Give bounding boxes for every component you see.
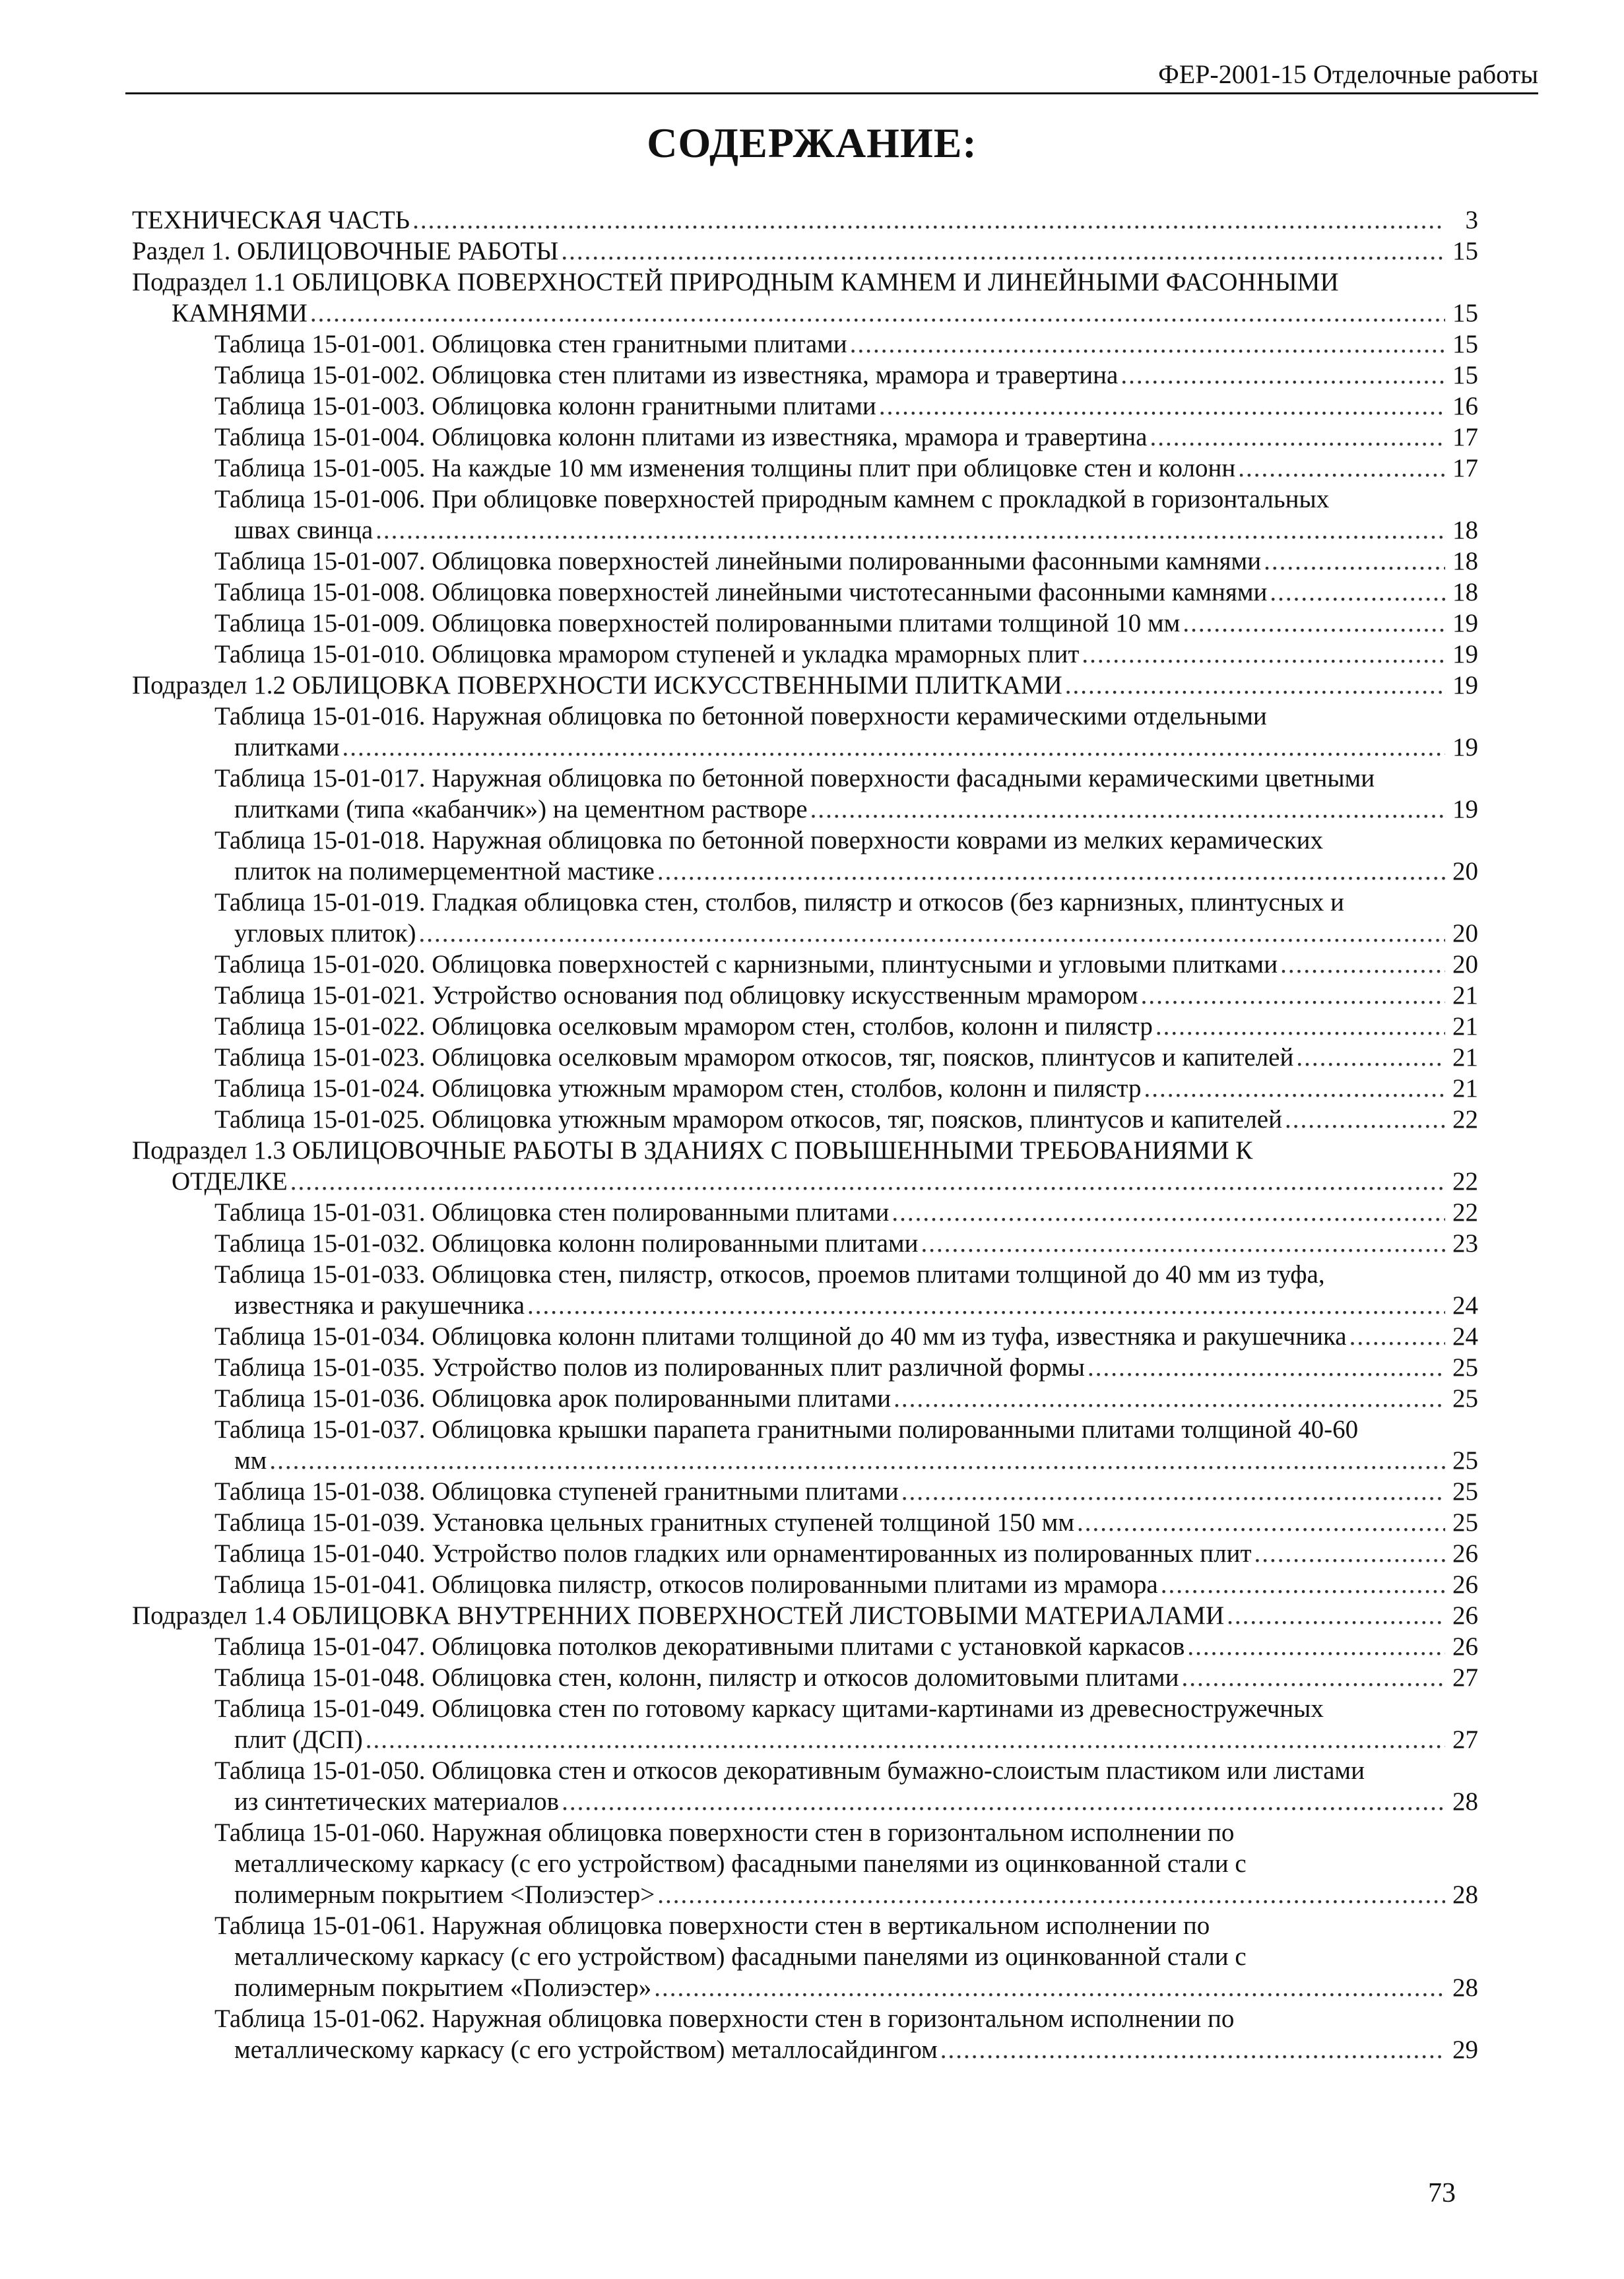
dot-leader — [1088, 1352, 1445, 1383]
toc-entry-page: 17 — [1452, 423, 1478, 451]
toc-entry[interactable] — [132, 1662, 1478, 1693]
toc-entry-page: 19 — [1452, 640, 1478, 668]
dot-leader — [879, 391, 1445, 422]
toc-entry-page: 19 — [1452, 795, 1478, 823]
toc-entry-page: 19 — [1452, 609, 1478, 637]
toc-entry-text: Таблица 15-01-006. При облицовке поверхностей природным камнем с прокладкой в горизонтальных — [214, 485, 1330, 513]
toc-entry[interactable] — [132, 236, 1478, 267]
toc-entry-text: плитками — [234, 733, 340, 761]
toc-entry-page: 18 — [1452, 547, 1478, 575]
toc-entry-page: 22 — [1452, 1198, 1478, 1227]
toc-entry[interactable] — [132, 763, 1478, 825]
toc-entry[interactable] — [132, 980, 1478, 1011]
toc-entry-text: Таблица 15-01-017. Наружная облицовка по бетонной поверхности фасадными керамическими цветными — [214, 764, 1375, 792]
dot-leader — [1254, 1538, 1445, 1569]
toc-entry-page: 15 — [1452, 237, 1478, 265]
toc-entry-text: металлическому каркасу (с его устройством) металлосайдингом — [234, 2036, 938, 2064]
toc-entry[interactable] — [132, 546, 1478, 577]
toc-entry[interactable] — [132, 422, 1478, 453]
toc-entry[interactable] — [132, 1197, 1478, 1228]
dot-leader — [901, 1476, 1445, 1507]
toc-entry[interactable] — [132, 484, 1478, 546]
toc-entry-text: Таблица 15-01-018. Наружная облицовка по бетонной поверхности коврами из мелких керамических — [214, 826, 1323, 854]
toc-entry-text: Подраздел 1.3 ОБЛИЦОВОЧНЫЕ РАБОТЫ В ЗДАНИЯХ С ПОВЫШЕННЫМИ ТРЕБОВАНИЯМИ К — [132, 1136, 1253, 1165]
toc-entry-page: 18 — [1452, 578, 1478, 606]
page-title: СОДЕРЖАНИЕ: — [647, 119, 977, 166]
toc-entry[interactable] — [132, 1569, 1478, 1600]
toc-entry[interactable] — [132, 1414, 1478, 1476]
dot-leader — [342, 732, 1445, 763]
toc-entry-text: из синтетических материалов — [234, 1787, 560, 1816]
toc-entry-text: Таблица 15-01-041. Облицовка пилястр, откосов полированными плитами из мрамора — [214, 1570, 1158, 1599]
dot-leader — [1141, 980, 1445, 1011]
toc-entry-text: полимерным покрытием <Полиэстер> — [234, 1880, 655, 1909]
toc-entry-text: мм — [234, 1446, 267, 1475]
toc-entry[interactable] — [132, 1383, 1478, 1414]
toc-entry[interactable] — [132, 577, 1478, 608]
toc-entry-text: угловых плиток) — [234, 919, 416, 947]
toc-entry-text: Таблица 15-01-032. Облицовка колонн полированными плитами — [214, 1229, 919, 1258]
toc-entry-text: Таблица 15-01-038. Облицовка ступеней гранитными плитами — [214, 1477, 899, 1506]
toc-entry-text: Подраздел 1.4 ОБЛИЦОВКА ВНУТРЕННИХ ПОВЕРХНОСТЕЙ ЛИСТОВЫМИ МАТЕРИАЛАМИ — [132, 1601, 1225, 1630]
toc-entry-page: 15 — [1452, 299, 1478, 327]
toc-entry-page: 24 — [1452, 1291, 1478, 1320]
toc-entry-page: 16 — [1452, 392, 1478, 420]
toc-entry[interactable] — [132, 453, 1478, 484]
toc-entry-text: Таблица 15-01-022. Облицовка оселковым мрамором стен, столбов, колонн и пилястр — [214, 1012, 1153, 1041]
toc-entry[interactable] — [132, 1600, 1478, 1631]
dot-leader — [810, 794, 1445, 825]
toc-entry[interactable] — [132, 949, 1478, 980]
toc-entry-page: 21 — [1452, 1043, 1478, 1072]
toc-entry-text: Таблица 15-01-034. Облицовка колонн плитами толщиной до 40 мм из туфа, известняка и ракушечника — [214, 1322, 1347, 1351]
toc-entry[interactable] — [132, 670, 1478, 701]
toc-entry-text: Таблица 15-01-023. Облицовка оселковым мрамором откосов, тяг, поясков, плинтусов и капителей — [214, 1043, 1294, 1072]
toc-entry-text: Таблица 15-01-025. Облицовка утюжным мрамором откосов, тяг, поясков, плинтусов и капителей — [214, 1105, 1282, 1134]
toc-entry-text: Таблица 15-01-048. Облицовка стен, колонн, пилястр и откосов доломитовыми плитами — [214, 1663, 1179, 1692]
dot-leader — [1082, 639, 1445, 670]
dot-leader — [1144, 1073, 1445, 1104]
toc-entry-page: 22 — [1452, 1167, 1478, 1196]
dot-leader — [1238, 453, 1445, 484]
dot-leader — [654, 1972, 1445, 2003]
toc-entry-page: 24 — [1452, 1322, 1478, 1351]
toc-entry-text: Таблица 15-01-031. Облицовка стен полированными плитами — [214, 1198, 890, 1227]
toc-entry-text: Таблица 15-01-016. Наружная облицовка по бетонной поверхности керамическими отдельными — [214, 702, 1267, 730]
toc-entry-text: Таблица 15-01-062. Наружная облицовка поверхности стен в горизонтальном исполнении по — [214, 2005, 1235, 2033]
toc-entry[interactable] — [132, 1631, 1478, 1662]
toc-entry[interactable] — [132, 1259, 1478, 1321]
dot-leader — [850, 329, 1445, 360]
dot-leader — [1227, 1600, 1445, 1631]
toc-entry[interactable] — [132, 1228, 1478, 1259]
dot-leader — [1121, 360, 1445, 391]
toc-entry-text: Подраздел 1.1 ОБЛИЦОВКА ПОВЕРХНОСТЕЙ ПРИРОДНЫМ КАМНЕМ И ЛИНЕЙНЫМИ ФАСОННЫМИ — [132, 268, 1339, 296]
header-text: ФЕР-2001-15 Отделочные работы — [1158, 59, 1538, 89]
dot-leader — [1065, 670, 1445, 701]
dot-leader — [657, 856, 1445, 887]
toc-entry-page: 26 — [1452, 1632, 1478, 1661]
toc-entry-text: плитками (типа «кабанчик») на цементном растворе — [234, 795, 808, 823]
toc-entry-text: металлическому каркасу (с его устройством) фасадными панелями из оцинкованной стали с — [234, 1849, 1247, 1878]
toc-entry-text: плиток на полимерцементной мастике — [234, 857, 655, 885]
toc-entry-text: Таблица 15-01-050. Облицовка стен и откосов декоративным бумажно-слоистым пластиком или листами — [214, 1756, 1365, 1785]
toc-entry[interactable] — [132, 1817, 1478, 1910]
toc-entry[interactable] — [132, 701, 1478, 763]
toc-entry-page: 27 — [1452, 1725, 1478, 1754]
toc-entry-page: 25 — [1452, 1477, 1478, 1506]
toc-entry[interactable] — [132, 1321, 1478, 1352]
dot-leader — [290, 1166, 1445, 1197]
running-header — [125, 58, 1538, 94]
dot-leader — [310, 298, 1445, 329]
toc-entry[interactable] — [132, 1135, 1478, 1197]
toc-entry[interactable] — [132, 1073, 1478, 1104]
toc-entry-page: 26 — [1452, 1601, 1478, 1630]
toc-entry[interactable] — [132, 825, 1478, 887]
dot-leader — [1161, 1569, 1445, 1600]
toc-entry-text: полимерным покрытием «Полиэстер» — [234, 1974, 652, 2002]
toc-entry-page: 20 — [1452, 950, 1478, 979]
toc-entry-text: Таблица 15-01-008. Облицовка поверхностей линейными чистотесанными фасонными камнями — [214, 578, 1268, 606]
toc-entry-text: Таблица 15-01-019. Гладкая облицовка стен, столбов, пилястр и откосов (без карнизных, плинтусных и — [214, 888, 1344, 916]
toc-entry-text: Таблица 15-01-001. Облицовка стен гранитными плитами — [214, 330, 847, 358]
dot-leader — [1077, 1507, 1445, 1538]
toc-entry-text: Таблица 15-01-037. Облицовка крышки парапета гранитными полированными плитами толщиной 40-60 — [214, 1415, 1359, 1444]
dot-leader — [375, 515, 1445, 546]
toc-entry-text: Подраздел 1.2 ОБЛИЦОВКА ПОВЕРХНОСТИ ИСКУССТВЕННЫМИ ПЛИТКАМИ — [132, 671, 1062, 699]
dot-leader — [1270, 577, 1445, 608]
toc-entry-text: Таблица 15-01-007. Облицовка поверхностей линейными полированными фасонными камнями — [214, 547, 1262, 575]
toc-entry[interactable] — [132, 1755, 1478, 1817]
toc-entry-page: 23 — [1452, 1229, 1478, 1258]
toc-entry-text: Таблица 15-01-020. Облицовка поверхностей с карнизными, плинтусными и угловыми плитками — [214, 950, 1278, 979]
dot-leader — [562, 1786, 1445, 1817]
dot-leader — [412, 205, 1445, 236]
toc-entry-text: Таблица 15-01-002. Облицовка стен плитами из известняка, мрамора и травертина — [214, 361, 1119, 389]
dot-leader — [1181, 1662, 1445, 1693]
toc-entry-page: 25 — [1452, 1353, 1478, 1382]
toc-entry-page: 21 — [1452, 1012, 1478, 1041]
dot-leader — [940, 2034, 1445, 2065]
toc-entry-page: 21 — [1452, 981, 1478, 1010]
toc-entry[interactable] — [132, 360, 1478, 391]
toc-entry[interactable] — [132, 887, 1478, 949]
toc-entry-text: Таблица 15-01-039. Установка цельных гранитных ступеней толщиной 150 мм — [214, 1508, 1075, 1537]
toc-entry-page: 26 — [1452, 1539, 1478, 1568]
toc-entry-page: 20 — [1452, 919, 1478, 947]
toc-entry-page: 18 — [1452, 516, 1478, 544]
toc-entry-text: Таблица 15-01-003. Облицовка колонн гранитными плитами — [214, 392, 876, 420]
toc-entry-page: 21 — [1452, 1074, 1478, 1103]
toc-entry[interactable] — [132, 329, 1478, 360]
dot-leader — [1155, 1011, 1445, 1042]
toc-entry[interactable] — [132, 391, 1478, 422]
toc-entry-text: ОТДЕЛКЕ — [172, 1167, 288, 1196]
toc-entry-text: Таблица 15-01-033. Облицовка стен, пилястр, откосов, проемов плитами толщиной до 40 мм из туфа, — [214, 1260, 1325, 1289]
toc-entry-text: плит (ДСП) — [234, 1725, 363, 1754]
dot-leader — [892, 1197, 1445, 1228]
toc-entry[interactable] — [132, 1352, 1478, 1383]
toc-entry[interactable] — [132, 608, 1478, 639]
toc-entry[interactable] — [132, 2003, 1478, 2065]
toc-entry-page: 17 — [1452, 454, 1478, 482]
toc-entry-page: 15 — [1452, 330, 1478, 358]
toc-entry-page: 28 — [1452, 1974, 1478, 2002]
toc-entry-text: швах свинца — [234, 516, 374, 544]
toc-entry-text: Таблица 15-01-061. Наружная облицовка поверхности стен в вертикальном исполнении по — [214, 1911, 1210, 1940]
dot-leader — [1296, 1042, 1445, 1073]
dot-leader — [1187, 1631, 1445, 1662]
toc-entry-page: 28 — [1452, 1787, 1478, 1816]
toc-entry-text: Таблица 15-01-010. Облицовка мрамором ступеней и укладка мраморных плит — [214, 640, 1080, 668]
toc-entry[interactable] — [132, 267, 1478, 329]
toc-entry[interactable] — [132, 1011, 1478, 1042]
dot-leader — [657, 1879, 1445, 1910]
toc-entry-text: Таблица 15-01-060. Наружная облицовка поверхности стен в горизонтальном исполнении по — [214, 1818, 1235, 1847]
toc-entry[interactable] — [132, 1042, 1478, 1073]
dot-leader — [1285, 1104, 1445, 1135]
toc-entry-text: металлическому каркасу (с его устройством) фасадными панелями из оцинкованной стали с — [234, 1942, 1247, 1971]
toc-entry-page: 15 — [1452, 361, 1478, 389]
table-of-contents — [132, 205, 1478, 2065]
toc-entry-page: 19 — [1452, 733, 1478, 761]
toc-entry-page: 25 — [1452, 1384, 1478, 1413]
dot-leader — [893, 1383, 1445, 1414]
toc-entry-page: 29 — [1452, 2036, 1478, 2064]
toc-entry-text: Таблица 15-01-036. Облицовка арок полированными плитами — [214, 1384, 892, 1413]
toc-entry-page: 27 — [1452, 1663, 1478, 1692]
toc-entry-text: КАМНЯМИ — [172, 299, 308, 327]
dot-leader — [1349, 1321, 1445, 1352]
toc-entry-page: 25 — [1452, 1446, 1478, 1475]
page-number: 73 — [1428, 2178, 1456, 2208]
toc-entry[interactable] — [132, 1910, 1478, 2003]
toc-entry[interactable] — [132, 639, 1478, 670]
toc-entry-page: 3 — [1465, 206, 1478, 234]
dot-leader — [527, 1290, 1445, 1321]
dot-leader — [561, 236, 1445, 267]
toc-entry[interactable] — [132, 1693, 1478, 1755]
toc-entry-text: Таблица 15-01-049. Облицовка стен по готовому каркасу щитами-картинами из древесностружечных — [214, 1694, 1324, 1723]
dot-leader — [1150, 422, 1445, 453]
dot-leader — [1280, 949, 1445, 980]
toc-entry-text: Таблица 15-01-009. Облицовка поверхностей полированными плитами толщиной 10 мм — [214, 609, 1181, 637]
toc-entry[interactable] — [132, 205, 1478, 236]
toc-entry-text: Таблица 15-01-047. Облицовка потолков декоративными плитами с установкой каркасов — [214, 1632, 1185, 1661]
dot-leader — [366, 1724, 1445, 1755]
toc-entry-page: 20 — [1452, 857, 1478, 885]
dot-leader — [1183, 608, 1445, 639]
dot-leader — [1264, 546, 1445, 577]
toc-entry-text: Раздел 1. ОБЛИЦОВОЧНЫЕ РАБОТЫ — [132, 237, 559, 265]
toc-entry-text: Таблица 15-01-024. Облицовка утюжным мрамором стен, столбов, колонн и пилястр — [214, 1074, 1142, 1103]
toc-entry-text: Таблица 15-01-005. На каждые 10 мм изменения толщины плит при облицовке стен и колонн — [214, 454, 1236, 482]
toc-entry-page: 28 — [1452, 1880, 1478, 1909]
toc-entry-page: 22 — [1452, 1105, 1478, 1134]
toc-entry[interactable] — [132, 1538, 1478, 1569]
toc-entry[interactable] — [132, 1476, 1478, 1507]
toc-entry-text: Таблица 15-01-021. Устройство основания под облицовку искусственным мрамором — [214, 981, 1138, 1010]
dot-leader — [921, 1228, 1445, 1259]
toc-entry-text: Таблица 15-01-004. Облицовка колонн плитами из известняка, мрамора и травертина — [214, 423, 1148, 451]
toc-entry-text: Таблица 15-01-035. Устройство полов из полированных плит различной формы — [214, 1353, 1085, 1382]
toc-entry[interactable] — [132, 1104, 1478, 1135]
toc-entry[interactable] — [132, 1507, 1478, 1538]
toc-entry-page: 25 — [1452, 1508, 1478, 1537]
toc-entry-text: ТЕХНИЧЕСКАЯ ЧАСТЬ — [132, 206, 410, 234]
dot-leader — [269, 1445, 1445, 1476]
toc-entry-text: Таблица 15-01-040. Устройство полов гладких или орнаментированных из полированных плит — [214, 1539, 1252, 1568]
toc-entry-page: 26 — [1452, 1570, 1478, 1599]
dot-leader — [419, 918, 1445, 949]
toc-entry-text: известняка и ракушечника — [234, 1291, 525, 1320]
toc-entry-page: 19 — [1452, 671, 1478, 699]
